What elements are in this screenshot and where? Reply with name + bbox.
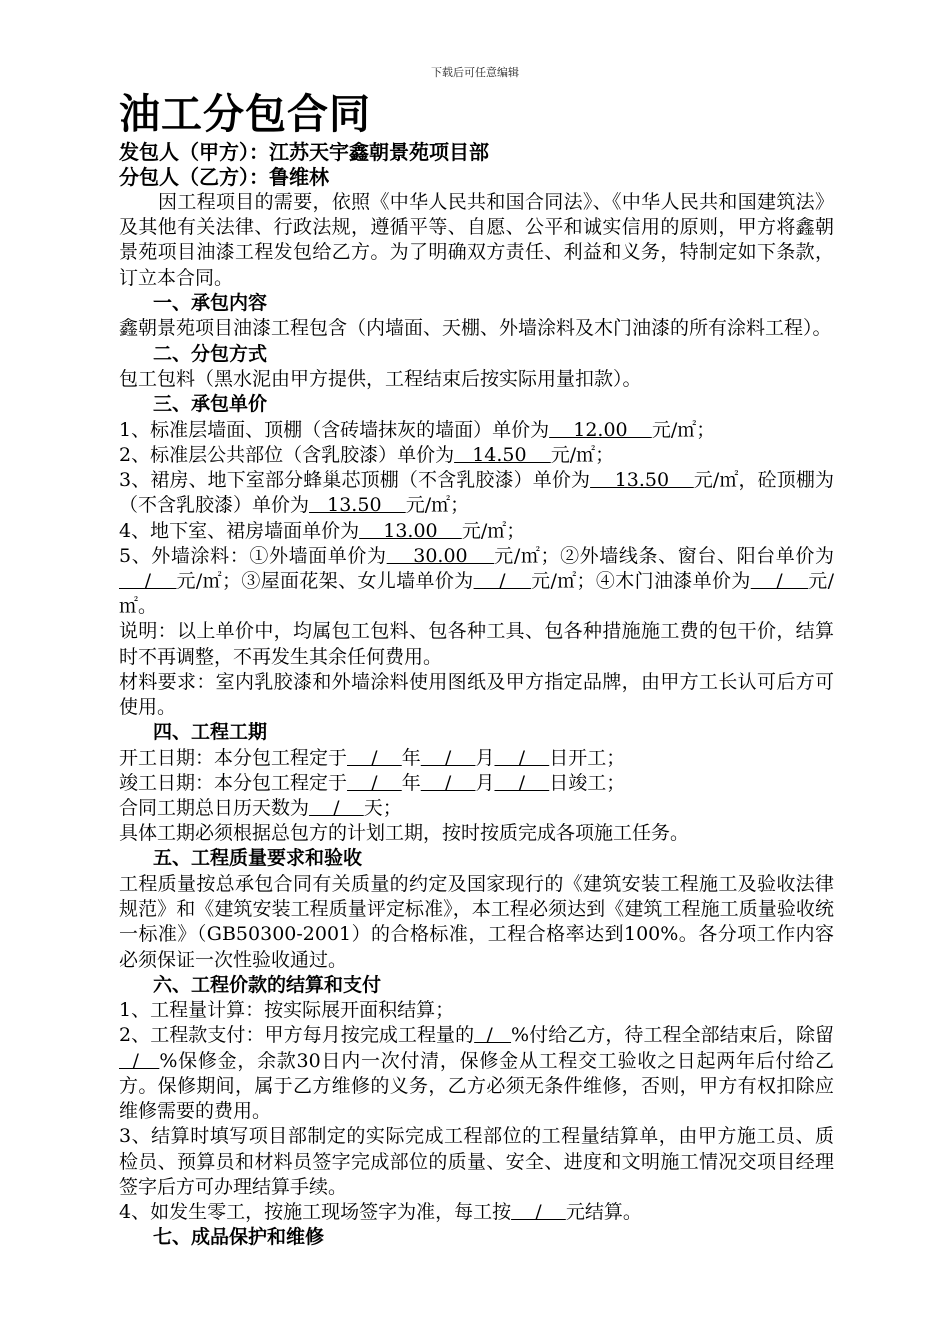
price-item-5-text-1: 元/㎡；②外墙线条、窗台、阳台单价为	[494, 544, 835, 567]
section-3-heading: 三、承包单价	[153, 393, 268, 416]
section-7-heading: 七、成品保护和维修	[153, 1226, 325, 1249]
finish-date-line	[119, 771, 834, 796]
price-item-4-unit: 元/㎡；	[461, 519, 526, 542]
price-item-1-unit: 元/㎡；	[651, 418, 716, 441]
start-month-blank: /	[420, 746, 476, 769]
price-item-4	[119, 519, 834, 544]
price-item-5-text-2: 元/㎡；③屋面花架、女儿墙单价为	[176, 569, 474, 592]
settlement-item-4-unit: 元结算。	[565, 1200, 642, 1223]
price-item-3-label: 3、裙房、地下室部分蜂巢芯顶棚（不含乳胶漆）单价为	[119, 469, 591, 492]
contract-body	[119, 88, 834, 1251]
price-item-4-value: 13.00	[359, 519, 462, 542]
party-a: 发包人（甲方）：江苏天宇鑫朝景苑项目部	[119, 140, 489, 164]
finish-date-label: 竣工日期：本分包工程定于	[119, 771, 348, 794]
section-6-heading: 六、工程价款的结算和支付	[153, 973, 382, 996]
finish-year-blank: /	[347, 771, 402, 794]
start-year-blank: /	[347, 746, 402, 769]
retention-percent-blank: /	[119, 1049, 160, 1072]
total-days-line	[119, 796, 834, 821]
section-2-text: 包工包料（黑水泥由甲方提供，工程结束后按实际用量扣款）。	[119, 368, 642, 391]
price-note: 说明：以上单价中，均属包工包料、包各种工具、包各种措施施工费的包干价，结算时不再调整，不再发生其余任何费用。	[119, 620, 834, 668]
price-item-4-label: 4、地下室、裙房墙面单价为	[119, 519, 360, 542]
price-item-1	[119, 418, 834, 443]
price-item-5-value-3: /	[473, 569, 532, 592]
price-item-2	[119, 443, 834, 468]
price-item-3-value-2: 13.50	[309, 494, 406, 517]
material-requirements: 材料要求：室内乳胶漆和外墙涂料使用图纸及甲方指定品牌，由甲方工长认可后方可使用。	[119, 670, 834, 718]
section-1-text: 鑫朝景苑项目油漆工程包含（内墙面、天棚、外墙涂料及木门油漆的所有涂料工程）。	[119, 317, 832, 340]
price-item-5-value-4: /	[750, 569, 809, 592]
price-item-3-value: 13.50	[590, 469, 694, 492]
price-item-1-label: 1、标准层墙面、顶棚（含砖墙抹灰的墙面）单价为	[119, 418, 550, 441]
settlement-item-2-label: 2、工程款支付：甲方每月按完成工程量的	[119, 1024, 475, 1047]
total-days-blank: /	[309, 797, 364, 820]
payment-percent-blank: /	[474, 1024, 512, 1047]
settlement-item-3: 3、结算时填写项目部制定的实际完成工程部位的工程量结算单，由甲方施工员、质检员、预算员和材料员签字完成部位的质量、安全、进度和文明施工情况交项目经理签字后方可办理结算手续。	[119, 1125, 834, 1198]
price-item-5-label: 5、外墙涂料：①外墙面单价为	[119, 544, 387, 567]
settlement-item-4-label: 4、如发生零工，按施工现场签字为准，每工按	[119, 1200, 512, 1223]
section-1-heading: 一、承包内容	[153, 291, 268, 314]
total-days-unit: 天；	[363, 797, 402, 820]
section-5-text: 工程质量按总承包合同有关质量的约定及国家现行的《建筑安装工程施工及验收法律规范》和《建筑安装工程质量评定标准》，本工程必须达到《建筑工程施工质量验收统一标准》（GB50300-2001）的合格标准，工程合格率达到100%。各分项工作内容必须保证一次性验收通过。	[119, 872, 834, 971]
finish-day-blank: /	[494, 771, 550, 794]
price-item-3	[119, 468, 834, 518]
settlement-item-2-rest: %保修金，余款30日内一次付清，保修金从工程交工验收之日起两年后付给乙方。保修期间，属于乙方维修的义务，乙方必须无条件维修，否则，甲方有权扣除应维修需要的费用。	[119, 1049, 834, 1123]
price-item-3-unit: 元/㎡；	[405, 494, 470, 517]
month-label: 月	[475, 746, 495, 769]
start-date-end: 日开工；	[549, 746, 626, 769]
month-label: 月	[475, 771, 495, 794]
settlement-item-1: 1、工程量计算：按实际展开面积结算；	[119, 999, 455, 1022]
section-5-heading: 五、工程质量要求和验收	[153, 847, 363, 870]
price-item-2-unit: 元/㎡；	[550, 443, 615, 466]
total-days-label: 合同工期总日历天数为	[119, 797, 310, 820]
price-item-2-value: 14.50	[454, 443, 551, 466]
settlement-item-2-text: %付给乙方，待工程全部结束后，除留	[511, 1024, 834, 1047]
settlement-item-4	[119, 1200, 834, 1225]
header-note: 下载后可任意编辑	[431, 66, 519, 79]
finish-month-blank: /	[420, 771, 476, 794]
year-label: 年	[401, 746, 421, 769]
price-item-3-text: 元/㎡，砼顶棚为（不含乳胶漆）单价为	[119, 469, 834, 517]
party-b: 分包人（乙方）：鲁维林	[119, 165, 329, 189]
start-day-blank: /	[494, 746, 550, 769]
daywork-rate-blank: /	[511, 1200, 566, 1223]
price-item-5-value-1: 30.00	[386, 544, 495, 567]
schedule-plan: 具体工期必须根据总包方的计划工期，按时按质完成各项施工任务。	[119, 822, 690, 845]
price-item-2-label: 2、标准层公共部位（含乳胶漆）单价为	[119, 443, 455, 466]
page-title: 油工分包合同	[119, 90, 371, 138]
start-date-line	[119, 746, 834, 771]
finish-date-end: 日竣工；	[549, 771, 626, 794]
price-item-5-text-4: 元/㎡。	[119, 569, 835, 618]
price-item-5-value-2: /	[119, 569, 177, 592]
start-date-label: 开工日期：本分包工程定于	[119, 746, 348, 769]
price-item-5-text-3: 元/㎡；④木门油漆单价为	[531, 569, 751, 592]
section-2-heading: 二、分包方式	[153, 342, 268, 365]
section-4-heading: 四、工程工期	[153, 721, 268, 744]
price-item-5	[119, 544, 834, 620]
settlement-item-2	[119, 1023, 834, 1124]
intro-paragraph: 因工程项目的需要，依照《中华人民共和国合同法》、《中华人民共和国建筑法》及其他有关法律、行政法规，遵循平等、自愿、公平和诚实信用的原则，甲方将鑫朝景苑项目油漆工程发包给乙方。为了明确双方责任、利益和义务，特制定如下条款，订立本合同。	[119, 191, 834, 289]
year-label: 年	[401, 771, 421, 794]
price-item-1-value: 12.00	[549, 418, 652, 441]
